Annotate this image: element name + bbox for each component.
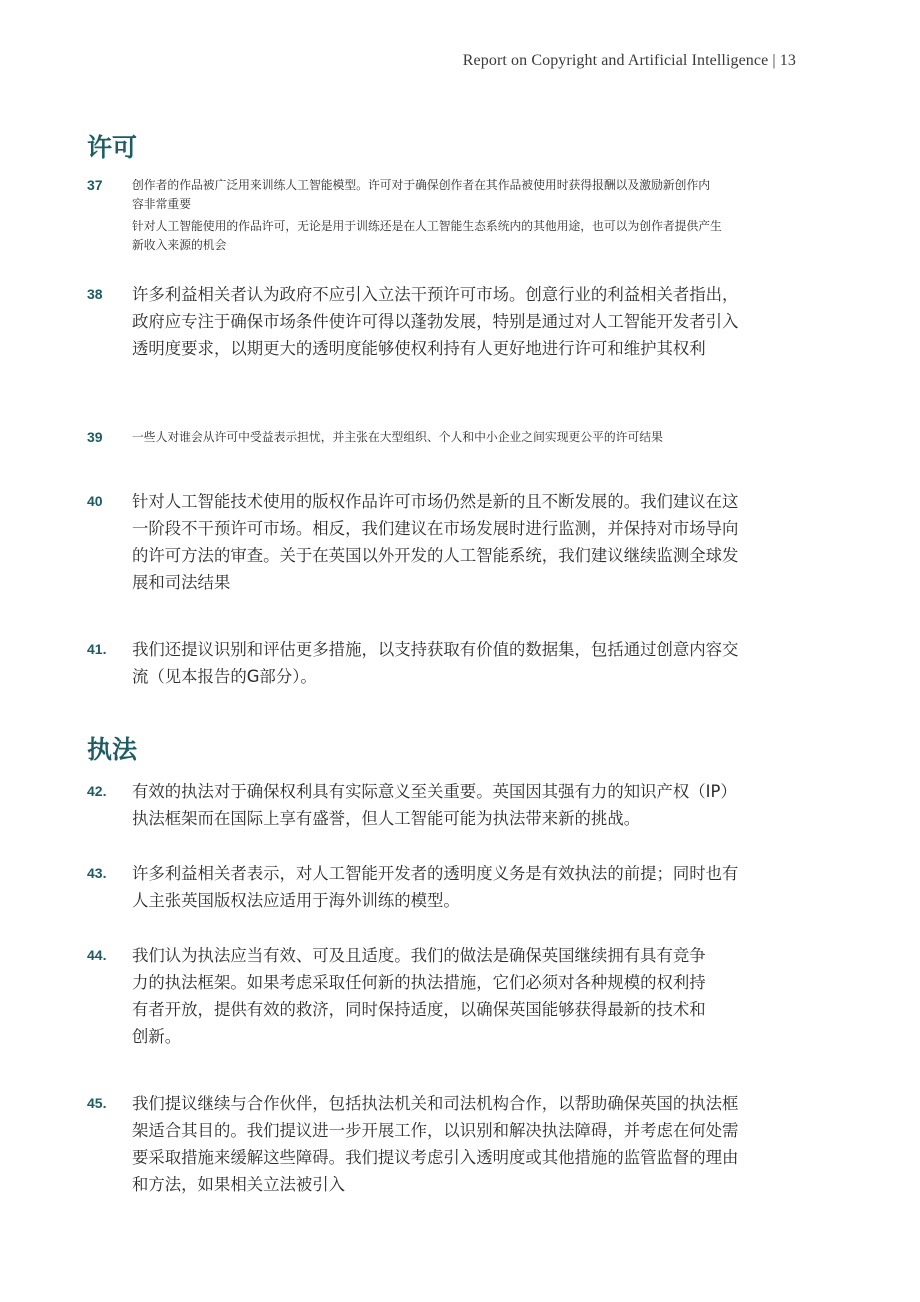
paragraph-line: 容非常重要 (132, 197, 191, 211)
paragraph-line: 针对人工智能技术使用的版权作品许可市场仍然是新的且不断发展的。我们建议在这 (132, 492, 739, 511)
paragraph-number: 44. (87, 947, 107, 963)
paragraph-line: 许多利益相关者表示，对人工智能开发者的透明度义务是有效执法的前提；同时也有 (132, 864, 739, 883)
paragraph-line: 政府应专注于确保市场条件使许可得以蓬勃发展，特别是通过对人工智能开发者引入 (132, 312, 739, 331)
paragraph-number: 42. (87, 783, 107, 799)
paragraph-45 (87, 1090, 832, 1198)
paragraph-39 (87, 428, 832, 447)
section-title-enforcement: 执法 (87, 735, 138, 764)
paragraph-line: 和方法，如果相关立法被引入 (132, 1175, 346, 1194)
paragraph-line: 一些人对谁会从许可中受益表示担忧，并主张在大型组织、个人和中小企业之间实现更公平的许可结果 (132, 430, 663, 444)
paragraph-line: 有者开放，提供有效的救济，同时保持适度，以确保英国能够获得最新的技术和 (132, 1000, 706, 1019)
paragraph-number: 38 (87, 286, 103, 302)
paragraph-44 (87, 942, 832, 1050)
running-header: Report on Copyright and Artificial Intelligence | 13 (462, 52, 796, 69)
paragraph-42 (87, 778, 832, 832)
paragraph-line: 我们认为执法应当有效、可及且适度。我们的做法是确保英国继续拥有具有竞争 (132, 946, 706, 965)
paragraph-number: 40 (87, 493, 103, 509)
paragraph-line: 我们还提议识别和评估更多措施，以支持获取有价值的数据集，包括通过创意内容交 (132, 640, 739, 659)
paragraph-number: 37 (87, 177, 103, 193)
paragraph-line: 新收入来源的机会 (132, 238, 227, 252)
paragraph-line: 创作者的作品被广泛用来训练人工智能模型。许可对于确保创作者在其作品被使用时获得报酬以及激励新创作内 (132, 178, 711, 192)
paragraph-line: 力的执法框架。如果考虑采取任何新的执法措施，它们必须对各种规模的权利持 (132, 973, 706, 992)
paragraph-40 (87, 488, 832, 596)
paragraph-41 (87, 636, 832, 690)
paragraph-line: 流（见本报告的G部分）。 (132, 667, 317, 686)
paragraph-line: 有效的执法对于确保权利具有实际意义至关重要。英国因其强有力的知识产权（IP） (132, 782, 737, 801)
paragraph-line: 针对人工智能使用的作品许可，无论是用于训练还是在人工智能生态系统内的其他用途，也可以为创作者提供产生 (132, 219, 722, 233)
paragraph-text (132, 217, 832, 255)
paragraph-line: 要采取措施来缓解这些障碍。我们提议考虑引入透明度或其他措施的监管监督的理由 (132, 1148, 739, 1167)
paragraph-line: 人主张英国版权法应适用于海外训练的模型。 (132, 891, 460, 910)
paragraph-38 (87, 281, 832, 362)
paragraph-43 (87, 860, 832, 914)
paragraph-line: 执法框架而在国际上享有盛誉，但人工智能可能为执法带来新的挑战。 (132, 809, 641, 828)
paragraph-line: 创新。 (132, 1027, 182, 1046)
paragraph-line: 许多利益相关者认为政府不应引入立法干预许可市场。创意行业的利益相关者指出， (132, 285, 739, 304)
paragraph-line: 透明度要求，以期更大的透明度能够使权利持有人更好地进行许可和维护其权利 (132, 339, 706, 358)
paragraph-number: 39 (87, 429, 103, 445)
paragraph-37 (87, 176, 832, 255)
paragraph-text (132, 176, 832, 214)
paragraph-number: 43. (87, 865, 107, 881)
paragraph-line: 展和司法结果 (132, 573, 231, 592)
paragraph-number: 45. (87, 1095, 107, 1111)
paragraph-line: 架适合其目的。我们提议进一步开展工作，以识别和解决执法障碍，并考虑在何处需 (132, 1121, 739, 1140)
paragraph-line: 一阶段不干预许可市场。相反，我们建议在市场发展时进行监测，并保持对市场导向 (132, 519, 739, 538)
paragraph-line: 的许可方法的审查。关于在英国以外开发的人工智能系统，我们建议继续监测全球发 (132, 546, 739, 565)
paragraph-line: 我们提议继续与合作伙伴，包括执法机关和司法机构合作，以帮助确保英国的执法框 (132, 1094, 739, 1113)
paragraph-number: 41. (87, 641, 107, 657)
section-title-licensing: 许可 (87, 133, 138, 162)
